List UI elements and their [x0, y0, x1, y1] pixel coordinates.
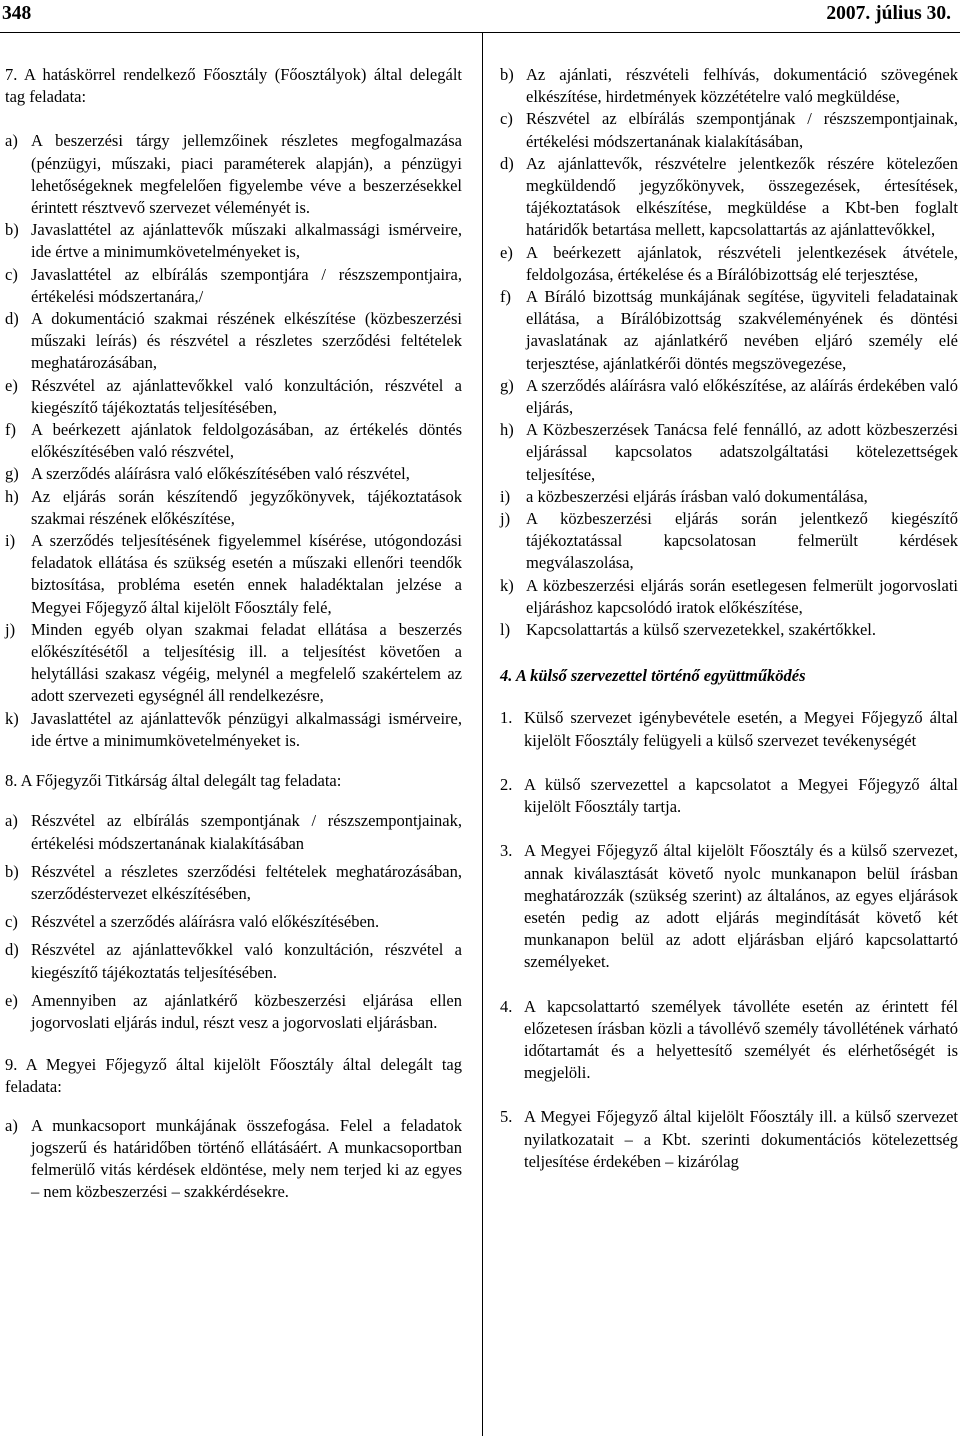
item-text: A külső szervezettel a kapcsolatot a Megyei Főjegyző által kijelölt Főosztály tartja. — [524, 774, 958, 817]
item-label: e) — [500, 242, 513, 262]
item-text: Részvétel az elbírálás szempontjának / részszempontjainak, értékelési módszertanának kialakításában — [31, 811, 462, 853]
list-item — [500, 286, 958, 375]
column-divider — [482, 33, 483, 1436]
item-label: g) — [500, 375, 514, 395]
item-label: g) — [5, 464, 19, 484]
item-label: c) — [500, 109, 513, 129]
list-item — [5, 1115, 462, 1204]
section-7-intro: 7. A hatáskörrel rendelkező Főosztály (Főosztályok) által delegált tag feladata: — [5, 65, 462, 107]
section-9-intro: 9. A Megyei Főjegyző által kijelölt Főosztály által delegált tag feladata: — [5, 1055, 462, 1097]
item-text: A szerződés teljesítésének figyelemmel kísérése, utógondozási feladatok ellátása és szükség esetén a műszaki ellenőri teendők biztosítása, probléma esetén ennek haladéktalan jelzése a Megyei Főjegyző által kijelölt Főosztály felé, — [31, 531, 462, 617]
item-text: A munkacsoport munkájának összefogása. Felel a feladatok jogszerű és határidőben történő ellátásáért. A munkacsoportban felmerülő vitás kérdések eldöntése, mely nem terjed ki az egyes – nem közbeszerzési – szakkérdésekre. — [31, 1115, 462, 1202]
item-text: Javaslattétel az ajánlattevők pénzügyi alkalmassági ismérveire, ide értve a minimumkövetelményeket is. — [31, 708, 462, 750]
section-4-heading: 4. A külső szervezettel történő együttműködés — [500, 666, 806, 686]
item-label: d) — [5, 309, 19, 329]
item-text: Külső szervezet igénybevétele esetén, a Megyei Főjegyző által kijelölt Főosztály felügyeli a külső szervezet tevékenységét — [524, 708, 958, 750]
item-label: b) — [5, 220, 19, 240]
item-label: e) — [5, 990, 18, 1010]
item-text: A szerződés aláírásra való előkészítésében való részvétel, — [31, 464, 410, 484]
item-label: a) — [5, 1115, 18, 1135]
item-text: A Közbeszerzések Tanácsa felé fennálló, az adott közbeszerzési eljárással kapcsolatos adatszolgáltatási kötelezettségek teljesítése, — [526, 420, 958, 484]
list-item — [500, 707, 958, 751]
item-label: b) — [5, 861, 19, 881]
item-text: A beszerzési tárgy jellemzőinek részletes megfogalmazása (pénzügyi, műszaki, piaci paraméterek alapján), a pénzügyi lehetőségeknek megfelelően figyelembe véve a beszerzésekkel érintett résztvevő szervezet véleményét is. — [31, 131, 462, 218]
section-9-list — [5, 1115, 462, 1204]
item-text: Az ajánlati, részvételi felhívás, dokumentáció szövegének elkészítése, hirdetmények közzétételre való megküldése, — [526, 65, 958, 107]
list-item — [5, 861, 462, 905]
section-4-list — [500, 707, 958, 1172]
list-item — [500, 996, 958, 1085]
item-text: A Bíráló bizottság munkájának segítése, ügyviteli feladatainak ellátása, a Bírálóbizottság szakvéleményének és döntési javaslatának az ajánlatkérő nevében eljáró személy elé terjesztése, ajánlatkérői döntés megszövegezése, — [526, 287, 958, 373]
list-item — [5, 219, 462, 263]
item-text: Javaslattétel az elbírálás szempontjára / részszempontjaira, értékelési módszertanára,/ — [31, 264, 462, 306]
item-label: 5. — [500, 1107, 513, 1127]
item-label: i) — [5, 531, 16, 551]
list-item — [500, 64, 958, 108]
item-label: c) — [5, 264, 18, 284]
item-text: A beérkezett ajánlatok feldolgozásában, az értékelés döntés előkészítésében való részvétel, — [31, 420, 462, 462]
list-item — [5, 375, 462, 419]
list-item — [500, 508, 958, 575]
issue-date: 2007. július 30. — [826, 3, 951, 24]
item-label: e) — [5, 375, 18, 395]
right-column — [500, 64, 958, 1173]
list-item — [500, 242, 958, 286]
item-label: c) — [5, 912, 18, 932]
list-item — [5, 308, 462, 375]
list-item — [5, 990, 462, 1034]
item-label: b) — [500, 65, 514, 84]
list-item — [5, 911, 462, 933]
left-column — [5, 64, 462, 1203]
item-text: Javaslattétel az ajánlattevők műszaki alkalmassági ismérveire, ide értve a minimumkövetelményeket is, — [31, 220, 462, 262]
item-label: l) — [500, 620, 511, 640]
list-item — [5, 419, 462, 463]
right-list — [500, 64, 958, 641]
list-item — [5, 130, 462, 219]
item-label: j) — [5, 619, 16, 639]
item-label: f) — [5, 420, 16, 440]
item-text: Részvétel a részletes szerződési feltételek meghatározásában, szerződéstervezet elkészítésében, — [31, 861, 462, 903]
list-item — [500, 575, 958, 619]
item-text: Kapcsolattartás a külső szervezetekkel, szakértőkkel. — [526, 620, 877, 640]
item-label: j) — [500, 509, 511, 529]
item-label: k) — [5, 708, 19, 728]
item-text: a közbeszerzési eljárás írásban való dokumentálása, — [526, 486, 868, 506]
item-label: k) — [500, 575, 514, 595]
list-item — [500, 619, 958, 641]
item-text: A szerződés aláírásra való előkészítése, az aláírás érdekében való eljárás, — [526, 375, 958, 418]
item-text: Részvétel az ajánlattevőkkel való konzultáción, részvétel a kiegészítő tájékoztatás teljesítésében, — [31, 375, 462, 417]
item-text: A dokumentáció szakmai részének elkészítése (közbeszerzési műszaki leírás) és részvétel a részletes szerződési feltételek meghatározásában, — [31, 309, 462, 373]
item-label: 3. — [500, 841, 513, 861]
item-text: A közbeszerzési eljárás során jelentkező kiegészítő tájékoztatással kapcsolatosan felmerült kérdések megválaszolása, — [526, 509, 958, 573]
item-label: f) — [500, 287, 511, 307]
list-item — [5, 810, 462, 854]
item-label: d) — [500, 153, 514, 173]
item-label: i) — [500, 486, 511, 506]
item-text: A Megyei Főjegyző által kijelölt Főosztály és a külső szervezet, annak kiválasztását követő nyolc munkanapon belül írásban meghatározzák (szükség szerint) az általános, az egyes eljárások esetén pedig az adott eljárás megindítását követő két munkanapon belül az adott eljárásban eljáró kapcsolattartó személyeket. — [524, 841, 958, 972]
item-label: 2. — [500, 774, 513, 794]
list-item — [500, 840, 958, 973]
list-item — [5, 530, 462, 619]
list-item — [500, 1106, 958, 1173]
item-text: Részvétel az ajánlattevőkkel való konzultáción, részvétel a kiegészítő tájékoztatás teljesítésében. — [31, 940, 462, 982]
item-text: A Megyei Főjegyző által kijelölt Főosztály ill. a külső szervezet nyilatkozatait – a Kbt. szerinti dokumentációs kötelezettség teljesítése érdekében – kizárólag — [524, 1107, 958, 1171]
list-item — [5, 264, 462, 308]
section-8-intro: 8. A Főjegyzői Titkárság által delegált tag feladata: — [5, 771, 342, 791]
list-item — [500, 108, 958, 152]
item-label: 1. — [500, 708, 513, 728]
list-item — [5, 463, 462, 485]
list-item — [500, 486, 958, 508]
list-item — [5, 939, 462, 983]
header-rule — [0, 32, 960, 33]
item-text: A közbeszerzési eljárás során esetlegesen felmerült jogorvoslati eljáráshoz kapcsolódó iratok előkészítése, — [526, 575, 958, 617]
item-label: a) — [5, 811, 18, 831]
item-text: Részvétel a szerződés aláírásra való előkészítésében. — [31, 912, 380, 932]
section-8-list — [5, 810, 462, 1034]
page-number: 348 — [2, 3, 32, 24]
item-label: 4. — [500, 996, 513, 1016]
item-text: Minden egyéb olyan szakmai feladat ellátása a beszerzés előkészítésétől a teljesítésig ill. a teljesítést követően a helytállási szakasz végéig, melynél a megfelelő szakértelem az adott szervezeti egységnél áll rendelkezésre, — [31, 619, 462, 706]
item-text: A kapcsolattartó személyek távolléte esetén az érintett fél előzetesen írásban közli a távollévő személy távollétének várható időtartamát és a helyettesítő személyét és elérhetőségét is megjelöli. — [524, 996, 958, 1083]
list-item — [500, 375, 958, 419]
list-item — [500, 774, 958, 818]
list-item — [5, 708, 462, 752]
item-text: Az eljárás során készítendő jegyzőkönyvek, tájékoztatások szakmai részének előkészítése, — [31, 486, 462, 528]
item-label: a) — [5, 131, 18, 151]
item-label: h) — [500, 420, 514, 440]
list-item — [5, 486, 462, 530]
item-label: d) — [5, 940, 19, 960]
item-text: Az ajánlattevők, részvételre jelentkezők részére kötelezően megküldendő jegyzőkönyvek, összegezések, értesítések, tájékoztatások elkészítése, megküldése a Kbt-ben foglalt határidők betartása mellett, kapcsolattartás az ajánlattevőkkel, — [526, 153, 958, 240]
section-7-list — [5, 130, 462, 752]
list-item — [5, 619, 462, 708]
list-item — [500, 153, 958, 242]
item-label: h) — [5, 486, 19, 506]
item-text: Részvétel az elbírálás szempontjának / részszempontjainak, értékelési módszertanának kialakításában, — [526, 109, 958, 151]
list-item — [500, 419, 958, 486]
item-text: Amennyiben az ajánlatkérő közbeszerzési eljárása ellen jogorvoslati eljárás indul, részt vesz a jogorvoslati eljárásban. — [31, 990, 462, 1032]
item-text: A beérkezett ajánlatok, részvételi jelentkezések átvétele, feldolgozása, értékelése és a Bírálóbizottság elé terjesztése, — [526, 242, 958, 284]
